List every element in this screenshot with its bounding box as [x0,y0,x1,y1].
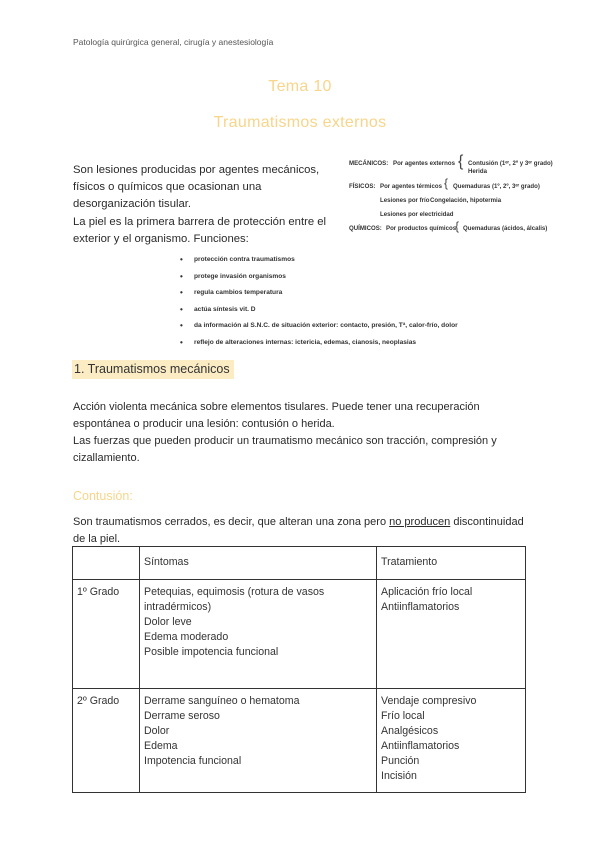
mecanicos-result: Herida [468,168,487,175]
list-item: • da información al S.N.C. de situación exterior: contacto, presión, Tª, calor-frío, dolor [180,322,458,339]
symptom-item: Edema moderado [144,631,229,643]
underlined-text: no producen [389,516,451,528]
symptom-item: Derrame seroso [144,710,220,722]
symptom-item: Derrame sanguíneo o hematoma [144,695,300,707]
symptom-item: Posible impotencia funcional [144,646,279,658]
paragraph-line: espontánea o producir una lesión: contusión o herida. [73,418,335,430]
table-header-cell: Tratamiento [377,547,526,580]
symptoms-cell [140,689,377,793]
list-item: • protege invasión organismos [180,273,458,290]
paragraph-line: cizallamiento. [73,452,140,464]
treatment-item: Analgésicos [381,725,439,737]
mecanicos-result: Contusión (1ᵉʳ, 2º y 3ᵉʳ grado) [468,160,553,167]
symptom-item: Dolor [144,725,170,737]
fisicos-frio: Lesiones por frío [380,197,430,204]
mecanicos-label: MECÁNICOS: [349,160,389,167]
table-header-row [73,547,526,580]
intro-line: desorganización tisular. [73,198,192,211]
intro-line: La piel es la primera barrera de protección entre el [73,215,327,228]
intro-line: exterior y el organismo. Funciones: [73,232,249,245]
fisicos-result: Quemaduras (1º, 2º, 3ᵉʳ grado) [453,183,540,190]
list-item: • actúa síntesis vit. D [180,306,458,323]
treatment-cell [377,580,526,689]
brace-icon: { [455,219,460,233]
intro-paragraph [73,162,335,248]
intro-line: físicos o químicos que ocasionan una [73,181,262,194]
treatment-item: Antiinflamatorios [381,740,460,752]
treatment-item: Incisión [381,770,417,782]
mechanical-description [73,399,533,467]
brace-icon: { [444,176,449,190]
treatment-item: Frío local [381,710,425,722]
fisicos-frio-result: Congelación, hipotermia [430,197,502,204]
treatment-item: Punción [381,755,420,767]
text-run: discontinuidad [450,516,524,528]
functions-list [180,256,458,356]
section-heading: 1. Traumatismos mecánicos [72,360,234,379]
paragraph-line [73,514,533,531]
treatment-cell [377,689,526,793]
contusion-description [73,514,533,548]
page-header: Patología quirúrgica general, cirugía y anestesiología [73,37,274,47]
symptom-item: Petequias, equimosis (rotura de vasos [144,586,325,598]
symptom-item: Impotencia funcional [144,755,242,767]
intro-line: Son lesiones producidas por agentes mecánicos, [73,164,320,176]
quimicos-agent: Por productos químicos [386,225,457,232]
topic-number: Tema 10 [268,78,332,95]
paragraph-line: Acción violenta mecánica sobre elementos tisulares. Puede tener una recuperación [73,401,480,413]
mecanicos-agent: Por agentes externos [393,160,455,167]
list-item: • regula cambios temperatura [180,289,458,306]
treatment-item: Aplicación frío local [381,586,473,598]
table-row [73,580,526,689]
symptom-item: intradérmicos) [144,601,212,613]
paragraph-line: Las fuerzas que pueden producir un traumatismo mecánico son tracción, compresión y [73,435,497,447]
subheading-contusion: Contusión: [73,489,133,503]
text-run: Son traumatismos cerrados, es decir, que alteran una zona pero [73,516,390,528]
fisicos-label: FÍSICOS: [349,183,376,190]
grade-cell: 1º Grado [73,580,140,689]
list-item: • reflejo de alteraciones internas: ictericia, edemas, cianosis, neoplasias [180,339,458,356]
symptom-item: Dolor leve [144,616,192,628]
symptom-item: Edema [144,740,178,752]
quimicos-result: Quemaduras (ácidos, álcalis) [463,225,548,232]
paragraph-line: de la piel. [73,533,121,545]
treatment-item: Vendaje compresivo [381,695,477,707]
brace-icon: { [458,153,464,170]
grade-cell: 2º Grado [73,689,140,793]
table-header-cell [73,547,140,580]
fisicos-agent: Por agentes térmicos [380,183,442,190]
treatment-item: Antiinflamatorios [381,601,460,613]
table-header-cell: Síntomas [140,547,377,580]
quimicos-label: QUÍMICOS: [349,225,382,232]
contusion-table [72,546,526,793]
symptoms-cell [140,580,377,689]
table-row [73,689,526,793]
fisicos-electricidad: Lesiones por electricidad [380,211,454,218]
list-item: • protección contra traumatismos [180,256,458,273]
page-title: Traumatismos externos [213,114,387,131]
